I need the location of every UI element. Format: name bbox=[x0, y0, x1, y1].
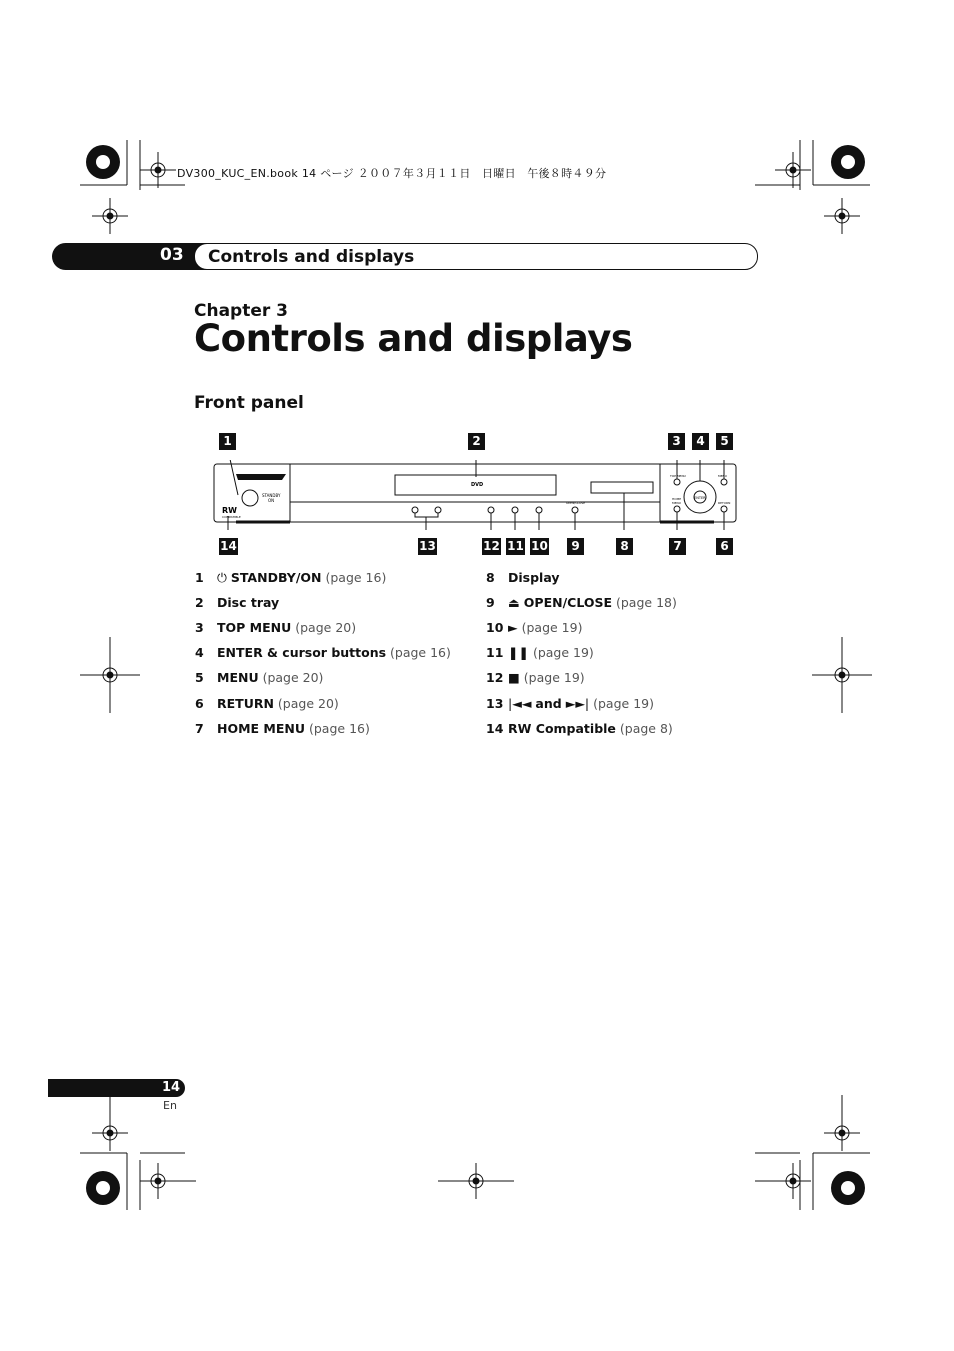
callout-4: 4 bbox=[692, 433, 709, 450]
callout-3: 3 bbox=[668, 433, 685, 450]
callout-14: 14 bbox=[220, 539, 237, 553]
items-right-list: 8 Display 9 ⏏ OPEN/CLOSE (page 18) 10 ► (page 19) 11 ❚❚ (page 19) 12 ■ (page 19) 13 |◄◄ and ►►| (page 19) 14 RW Compatible (page 8) bbox=[486, 570, 677, 736]
eject-icon: ⏏ bbox=[508, 595, 520, 610]
play-icon: ► bbox=[508, 620, 518, 635]
page-number: 14 bbox=[162, 1080, 181, 1095]
front-panel-diagram bbox=[210, 460, 740, 530]
page-language: En bbox=[163, 1099, 177, 1112]
items-left-list: 1 ⏻ STANDBY/ON (page 16) 2 Disc tray 3 TOP MENU (page 20) 4 ENTER & cursor buttons (page 16) 5 MENU (page 20) 6 RETURN (page 20) 7 HOME MENU (page 16) bbox=[195, 570, 451, 736]
pause-icon: ❚❚ bbox=[508, 645, 529, 660]
front-panel-heading: Front panel bbox=[194, 393, 304, 413]
on-panel-label: ON bbox=[268, 498, 275, 503]
stop-icon: ■ bbox=[508, 670, 520, 685]
section-title-bar: Controls and displays bbox=[208, 247, 415, 267]
standby-panel-label: STANDBY bbox=[262, 493, 281, 498]
section-number: 03 bbox=[160, 245, 184, 265]
chapter-label: Chapter 3 bbox=[194, 301, 289, 321]
callout-1: 1 bbox=[219, 433, 236, 450]
callout-9: 9 bbox=[567, 538, 584, 555]
rw-sub-panel-label: COMPATIBLE bbox=[222, 515, 241, 519]
skip-forward-icon: ►►| bbox=[565, 696, 590, 711]
return-panel-label: RETURN bbox=[718, 501, 731, 505]
callout-11: 11 bbox=[507, 539, 524, 553]
home-panel-label: HOME bbox=[672, 497, 682, 501]
callout-2: 2 bbox=[468, 433, 485, 450]
callout-12: 12 bbox=[483, 539, 500, 553]
menu-panel-label: MENU bbox=[718, 474, 727, 478]
callout-10: 10 bbox=[531, 539, 548, 553]
file-header: DV300_KUC_EN.book 14 ページ ２００７年３月１１日 日曜日 午後８時４９分 bbox=[177, 167, 607, 180]
open-close-panel-label: OPEN/CLOSE bbox=[566, 501, 586, 505]
callout-8: 8 bbox=[616, 538, 633, 555]
callout-13: 13 bbox=[419, 539, 436, 553]
brand-logo-icon bbox=[236, 474, 286, 480]
enter-panel-label: ENTER bbox=[694, 496, 706, 500]
top-menu-panel-label: TOP MENU bbox=[670, 474, 686, 478]
rw-panel-label: RW bbox=[222, 506, 237, 515]
power-icon: ⏻ bbox=[217, 570, 227, 585]
home-menu-panel-label: MENU bbox=[672, 501, 681, 505]
callout-5: 5 bbox=[716, 433, 733, 450]
callout-6: 6 bbox=[716, 538, 733, 555]
chapter-title: Controls and displays bbox=[194, 317, 633, 360]
callout-7: 7 bbox=[669, 538, 686, 555]
skip-back-icon: |◄◄ bbox=[508, 696, 532, 711]
dvd-logo: DVD bbox=[471, 482, 484, 488]
section-bar bbox=[52, 243, 758, 270]
